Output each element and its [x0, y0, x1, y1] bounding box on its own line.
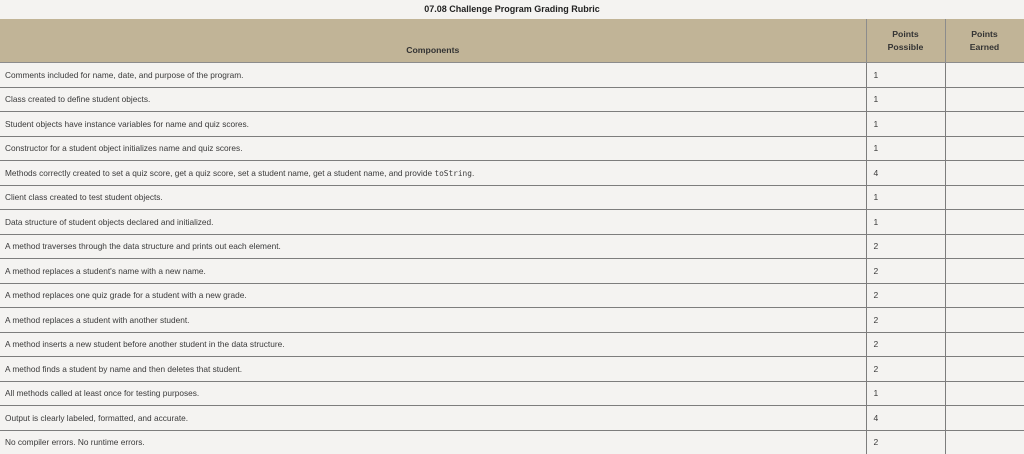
table-row [0, 430, 1024, 454]
points-possible-cell: 2 [866, 283, 945, 308]
component-cell: Student objects have instance variables for name and quiz scores. [0, 112, 866, 137]
points-earned-header [945, 19, 1024, 63]
points-earned-header-line1: Points [971, 28, 998, 39]
rubric-title: 07.08 Challenge Program Grading Rubric [424, 4, 600, 14]
points-possible-cell: 4 [866, 161, 945, 186]
points-possible-cell: 4 [866, 406, 945, 431]
table-row [0, 381, 1024, 406]
component-cell: A method replaces a student with another student. [0, 308, 866, 333]
points-earned-cell [945, 234, 1024, 259]
component-cell: A method replaces one quiz grade for a student with a new grade. [0, 283, 866, 308]
component-cell: Data structure of student objects declared and initialized. [0, 210, 866, 235]
points-possible-cell: 2 [866, 234, 945, 259]
points-possible-header-line2: Possible [887, 41, 924, 52]
component-text: Methods correctly created to set a quiz score, get a quiz score, set a student name, get a student name, and provide [5, 167, 435, 178]
table-row [0, 357, 1024, 382]
points-earned-cell [945, 332, 1024, 357]
points-earned-cell [945, 87, 1024, 112]
points-earned-cell [945, 308, 1024, 333]
table-row [0, 136, 1024, 161]
points-earned-cell [945, 210, 1024, 235]
table-row [0, 87, 1024, 112]
component-cell: Client class created to test student objects. [0, 185, 866, 210]
component-cell: Class created to define student objects. [0, 87, 866, 112]
rubric-table [0, 19, 1024, 454]
component-cell: Comments included for name, date, and purpose of the program. [0, 63, 866, 88]
component-code: toString [434, 168, 472, 178]
component-cell [0, 161, 866, 186]
points-earned-cell [945, 430, 1024, 454]
table-row [0, 332, 1024, 357]
component-cell: A method inserts a new student before another student in the data structure. [0, 332, 866, 357]
component-cell: A method replaces a student's name with a new name. [0, 259, 866, 284]
points-possible-cell: 2 [866, 357, 945, 382]
table-row [0, 283, 1024, 308]
points-earned-cell [945, 161, 1024, 186]
points-earned-header-line2: Earned [969, 41, 1000, 52]
table-row [0, 259, 1024, 284]
points-earned-cell [945, 283, 1024, 308]
table-row [0, 112, 1024, 137]
points-possible-cell: 1 [866, 185, 945, 210]
points-possible-cell: 1 [866, 87, 945, 112]
component-cell: All methods called at least once for testing purposes. [0, 381, 866, 406]
points-earned-cell [945, 357, 1024, 382]
component-cell: A method finds a student by name and then deletes that student. [0, 357, 866, 382]
component-cell: Constructor for a student object initializes name and quiz scores. [0, 136, 866, 161]
points-earned-cell [945, 112, 1024, 137]
header-row [0, 19, 1024, 63]
points-possible-header-line1: Points [892, 28, 919, 39]
component-cell: No compiler errors. No runtime errors. [0, 430, 866, 454]
points-possible-cell: 2 [866, 332, 945, 357]
components-header: Components [0, 19, 866, 63]
points-earned-cell [945, 259, 1024, 284]
points-possible-header [866, 19, 945, 63]
points-earned-cell [945, 63, 1024, 88]
table-row [0, 234, 1024, 259]
table-row [0, 406, 1024, 431]
points-possible-cell: 1 [866, 63, 945, 88]
points-possible-cell: 1 [866, 136, 945, 161]
points-earned-cell [945, 406, 1024, 431]
points-possible-cell: 2 [866, 308, 945, 333]
table-row [0, 210, 1024, 235]
points-possible-cell: 1 [866, 381, 945, 406]
points-possible-cell: 2 [866, 259, 945, 284]
points-earned-cell [945, 185, 1024, 210]
component-cell: Output is clearly labeled, formatted, and accurate. [0, 406, 866, 431]
component-cell: A method traverses through the data structure and prints out each element. [0, 234, 866, 259]
table-row [0, 63, 1024, 88]
table-row [0, 308, 1024, 333]
points-earned-cell [945, 381, 1024, 406]
points-possible-cell: 1 [866, 210, 945, 235]
table-row [0, 161, 1024, 186]
table-row [0, 185, 1024, 210]
points-possible-cell: 2 [866, 430, 945, 454]
points-possible-cell: 1 [866, 112, 945, 137]
component-suffix: . [471, 167, 475, 178]
points-earned-cell [945, 136, 1024, 161]
